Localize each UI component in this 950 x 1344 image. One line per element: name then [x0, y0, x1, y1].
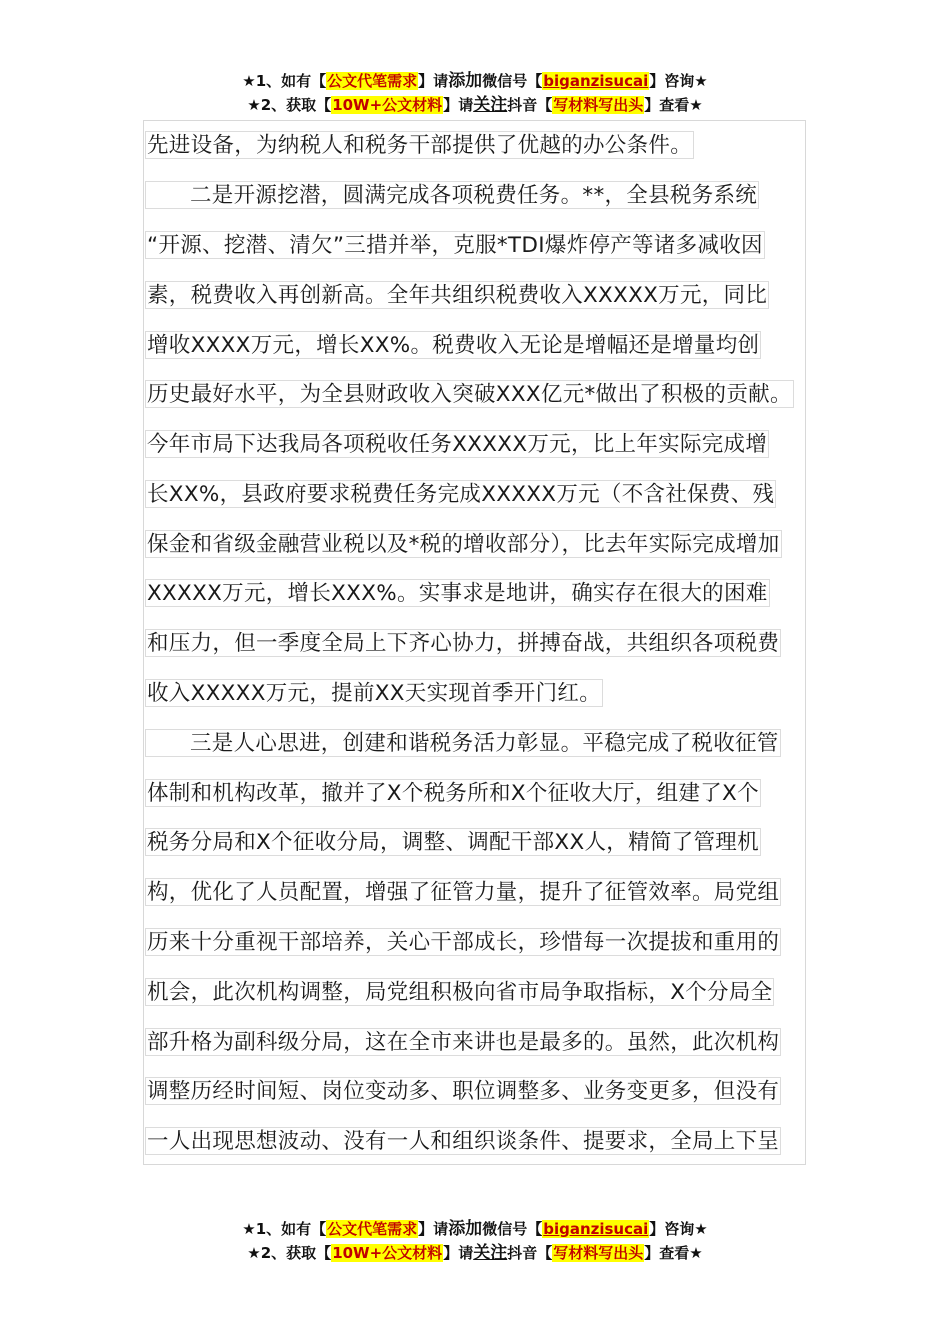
text-line: 长XX%，县政府要求税费任务完成XXXXX万元（不含社保费、残	[147, 482, 775, 507]
banner-text: 抖音【	[507, 1244, 553, 1262]
text-line: 增收XXXX万元，增长XX%。税费收入无论是增幅还是增量均创	[147, 333, 760, 358]
text-line: 税务分局和X个征收分局，调整、调配干部XX人，精简了管理机	[147, 830, 759, 855]
paragraph-start-line: 二是开源挖潜，圆满完成各项税费任务。**，全县税务系统	[145, 181, 759, 209]
highlight-douyin: 写材料写出头	[553, 1244, 644, 1262]
footer-banner	[0, 1217, 950, 1265]
banner-text: 】查看★	[644, 96, 703, 114]
text-line: 部升格为副科级分局，这在全市来讲也是最多的。虽然，此次机构	[147, 1030, 780, 1055]
highlight-materials: 10W+公文材料	[332, 96, 443, 114]
text-line: 先进设备，为纳税人和税务干部提供了优越的办公条件。	[147, 133, 693, 158]
text-line: 历史最好水平，为全县财政收入突破XXX亿元*做出了积极的贡献。	[147, 382, 792, 407]
highlight-wechat-id: biganzisucai	[543, 1220, 649, 1238]
text-line: 一人出现思想波动、没有一人和组织谈条件、提要求，全局上下呈	[147, 1129, 780, 1154]
text-line: 机会，此次机构调整，局党组积极向省市局争取指标，X个分局全	[147, 980, 773, 1005]
banner-text: 】请	[418, 72, 449, 90]
banner-text: 】请	[418, 1220, 449, 1238]
text-line: 素，税费收入再创新高。全年共组织税费收入XXXXX万元，同比	[147, 283, 768, 308]
text-line: 今年市局下达我局各项税收任务XXXXX万元，比上年实际完成增	[147, 432, 768, 457]
text-line: 保金和省级金融营业税以及*税的增收部分），比去年实际完成增加	[147, 532, 780, 557]
highlight-service: 公文代笔需求	[327, 72, 418, 90]
highlight-materials: 10W+公文材料	[332, 1244, 443, 1262]
highlight-wechat-id: biganzisucai	[543, 72, 649, 90]
text-line: 体制和机构改革，撤并了X个税务所和X个征收大厅，组建了X个	[147, 781, 759, 806]
text-line: 构，优化了人员配置，增强了征管力量，提升了征管效率。局党组	[147, 880, 780, 905]
banner-line-2	[0, 1241, 950, 1265]
banner-text: 】咨询★	[649, 1220, 708, 1238]
banner-text: ★1、如有【	[242, 72, 327, 90]
paragraph-start-line: 三是人心思进，创建和谐税务活力彰显。平稳完成了税收征管	[145, 729, 781, 757]
banner-text: ★2、获取【	[247, 96, 332, 114]
text-line: 调整历经时间短、岗位变动多、职位调整多、业务变更多，但没有	[147, 1079, 780, 1104]
banner-text: ★1、如有【	[242, 1220, 327, 1238]
banner-text: 】咨询★	[649, 72, 708, 90]
header-banner	[0, 69, 950, 117]
banner-text: 】查看★	[644, 1244, 703, 1262]
banner-line-1	[0, 69, 950, 93]
banner-line-1	[0, 1217, 950, 1241]
text-line: 和压力，但一季度全局上下齐心协力，拼搏奋战，共组织各项税费	[147, 631, 780, 656]
banner-emphasis: 添加	[448, 71, 483, 91]
text-line: “开源、挖潜、清欠”三措并举，克服*TDI爆炸停产等诸多减收因	[147, 233, 763, 258]
banner-emphasis: 添加	[448, 1219, 483, 1239]
banner-text: 】请	[443, 1244, 474, 1262]
banner-text: 抖音【	[507, 96, 553, 114]
banner-text: 】请	[443, 96, 474, 114]
text-line: 历来十分重视干部培养，关心干部成长，珍惜每一次提拔和重用的	[147, 930, 780, 955]
text-line: XXXXX万元，增长XXX%。实事求是地讲，确实存在很大的困难	[147, 581, 768, 606]
highlight-service: 公文代笔需求	[327, 1220, 418, 1238]
text-line: 收入XXXXX万元，提前XX天实现首季开门红。	[147, 681, 602, 706]
banner-line-2	[0, 93, 950, 117]
banner-emphasis: 关注	[473, 1243, 508, 1263]
banner-emphasis: 关注	[473, 95, 508, 115]
highlight-douyin: 写材料写出头	[553, 96, 644, 114]
banner-text: 微信号【	[482, 72, 543, 90]
banner-text: 微信号【	[482, 1220, 543, 1238]
banner-text: ★2、获取【	[247, 1244, 332, 1262]
